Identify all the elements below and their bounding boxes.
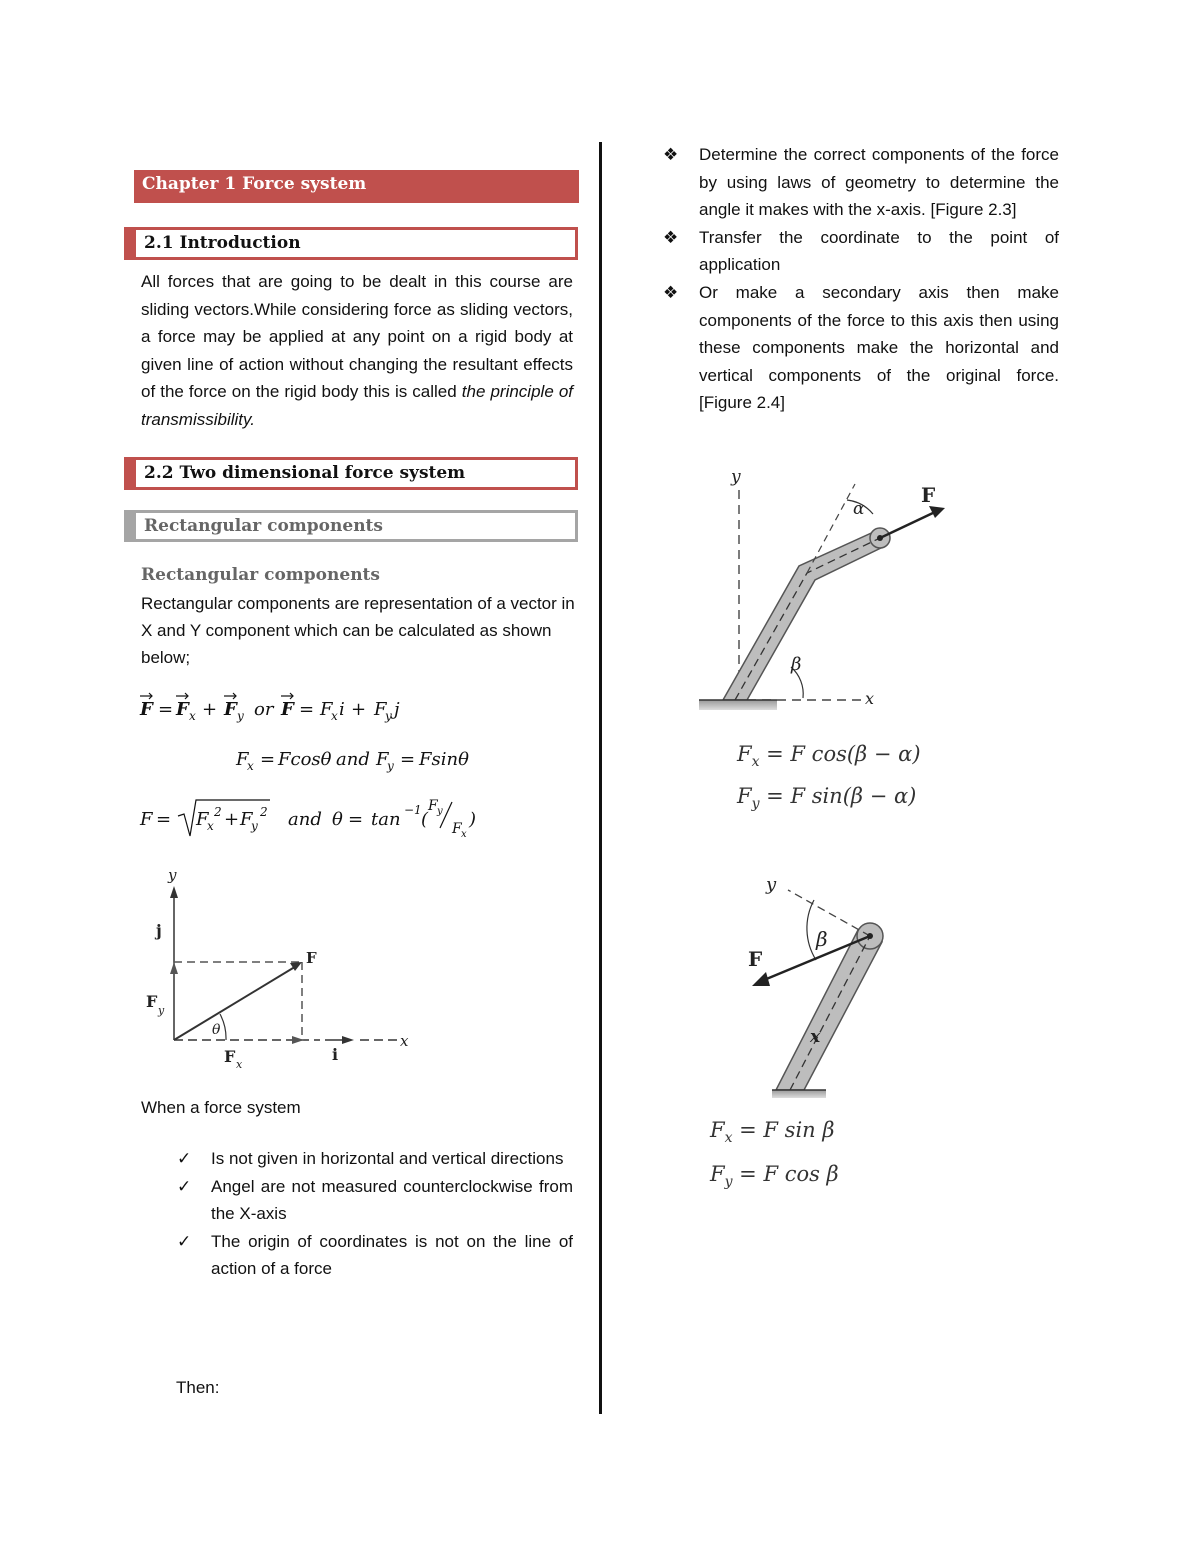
x-axis-label: x [865,689,875,708]
check-mark-icon: ✓ [177,1149,192,1168]
svg-text:F: F [140,699,153,720]
x-axis-label: x [810,1027,821,1047]
svg-text:F: F [376,749,389,770]
svg-text:F: F [240,809,253,830]
svg-text:y: y [385,709,392,723]
svg-text:y: y [237,709,244,723]
rectangular-components-figure [140,862,430,1074]
fx-subscript: x [236,1058,243,1071]
i-unit-label: i [332,1045,339,1064]
svg-text:+: + [202,699,218,720]
eq-subscript: x [724,1130,733,1147]
svg-text:x: x [331,709,338,723]
svg-text:x: x [247,759,254,773]
list-item-text: Transfer the coordinate to the point of application [699,227,1059,275]
fy-equation [737,779,921,821]
then-text-span: Then: [176,1378,220,1397]
subheading-rectangular-plain [141,565,380,585]
fx-label: F [224,1047,236,1066]
list-item-text: Determine the correct components of the force by using laws of geometry to determine the angle it makes with the x-axis. [Figure 2.3] [699,145,1059,220]
alpha-label: α [853,499,865,519]
svg-text:=: = [348,809,364,830]
svg-text:F: F [140,809,153,830]
fy-subscript: y [158,1004,165,1017]
x-axis-label: x [400,1032,409,1050]
list-item-text: The origin of coordinates is not on the line of action of a force [211,1231,573,1279]
rectangular-paragraph [141,590,581,671]
svg-text:2: 2 [260,805,268,819]
column-divider [599,142,602,1414]
chapter-heading-text: Chapter 1 Force system [142,174,367,194]
then-text [176,1378,219,1398]
eq-subscript: y [724,1174,733,1191]
svg-text:+: + [224,809,240,830]
rectangular-text: Rectangular components are representation of a vector in X and Y component which can be calculated as shown below; [141,594,575,667]
svg-text:i: i [339,699,345,720]
svg-text:F: F [196,809,209,830]
svg-text:F: F [452,821,462,837]
eq-rhs: = F sin β [732,1118,835,1142]
fy-equation [710,1156,839,1200]
svg-text:=: = [260,749,276,770]
svg-text:F: F [374,699,387,720]
fy-label: F [146,992,158,1011]
y-axis-label: y [168,866,177,884]
eq-subscript: y [751,796,760,813]
eq-symbol: F [710,1118,725,1142]
svg-text:and: and [288,809,322,830]
svg-text:=: = [400,749,416,770]
eq-rhs: = F cos β [732,1162,839,1187]
fx-equation [737,737,921,779]
when-text [141,1098,301,1118]
section-heading-two-dimensional [124,457,578,490]
svg-text:x: x [207,819,214,833]
eq-rhs: = F sin(β − α) [759,784,917,809]
force-label: F [306,949,317,967]
section-heading-text: 2.2 Two dimensional force system [144,463,466,483]
list-item [141,1173,573,1228]
beta-label: β [791,654,802,675]
eq-symbol: F [710,1162,725,1187]
svg-text:x: x [461,829,467,840]
force-label: F [921,483,936,507]
subheading-text: Rectangular components [141,565,380,585]
svg-text:or: or [254,699,274,720]
svg-text:−1: −1 [404,803,422,817]
j-unit-label: j [156,921,162,940]
when-text-span: When a force system [141,1098,301,1117]
list-item-text: Or make a secondary axis then make components of the force to this axis then using these components make the horizontal and vertical components of the original force. [Figure 2.4] [699,282,1059,413]
svg-text:x: x [189,709,196,723]
list-item [141,1145,573,1173]
svg-text:=: = [299,699,315,720]
svg-text:y: y [387,759,394,773]
eq-rhs: = F cos(β − α) [759,742,921,766]
svg-text:F: F [320,699,333,720]
svg-text:tan: tan [371,809,401,830]
section-heading-text: 2.1 Introduction [144,233,301,253]
svg-text:(: ( [421,809,429,830]
figure-2-3-equations [737,737,921,821]
svg-text:y: y [251,819,258,833]
svg-text:): ) [469,809,477,830]
svg-text:Fcosθ: Fcosθ [278,749,332,770]
svg-text:2: 2 [214,805,222,819]
procedure-list [663,141,1059,417]
svg-text:F: F [428,798,438,814]
list-item [141,1228,573,1283]
svg-text:y: y [437,806,443,817]
svg-text:+: + [351,699,367,720]
intro-paragraph [141,268,573,434]
condition-list [141,1145,573,1283]
eq-symbol: F [737,742,752,766]
intro-text: All forces that are going to be dealt in this course are sliding vectors.While considering force as sliding vectors, a force may be applied at any point on a rigid body at given line of action without changing the resultant effects of the force on the rigid body this is called [141,272,573,402]
figure-2-4-inclined-bar [740,870,910,1100]
svg-text:Fsinθ: Fsinθ [419,749,469,770]
list-item [663,279,1059,417]
chapter-heading [134,170,579,203]
beta-label: β [816,927,828,951]
list-item [663,224,1059,279]
svg-text:F: F [176,699,189,720]
svg-text:=: = [156,809,172,830]
diamond-bullet-icon: ❖ [663,282,679,302]
check-mark-icon: ✓ [177,1231,192,1251]
svg-text:j: j [394,699,400,720]
list-item-text: Is not given in horizontal and vertical directions [211,1149,564,1168]
section-heading-introduction [124,227,578,260]
force-label: F [748,947,763,971]
figure-2-4-equations [710,1112,839,1200]
figure-2-3-bent-bar [695,462,965,717]
fx-equation [710,1112,839,1156]
list-item-text: Angel are not measured counterclockwise from the X-axis [211,1176,573,1224]
subheading-text: Rectangular components [144,516,383,536]
check-mark-icon: ✓ [177,1176,192,1196]
diamond-bullet-icon: ❖ [663,227,679,247]
svg-text:F: F [224,699,237,720]
component-formulas [136,688,586,848]
y-axis-label: y [766,874,777,895]
eq-subscript: x [751,754,760,771]
list-item [663,141,1059,224]
subheading-rectangular-box [124,510,578,542]
svg-text:F: F [236,749,249,770]
svg-text:F: F [281,699,294,720]
svg-text:θ: θ [332,809,343,830]
transmissibility-term: the principle of transmissibility. [141,382,573,429]
diamond-bullet-icon: ❖ [663,145,679,164]
eq-symbol: F [737,784,752,809]
svg-text:=: = [158,699,174,720]
svg-text:and: and [336,749,370,770]
theta-label: θ [212,1022,221,1038]
y-axis-label: y [731,467,741,487]
